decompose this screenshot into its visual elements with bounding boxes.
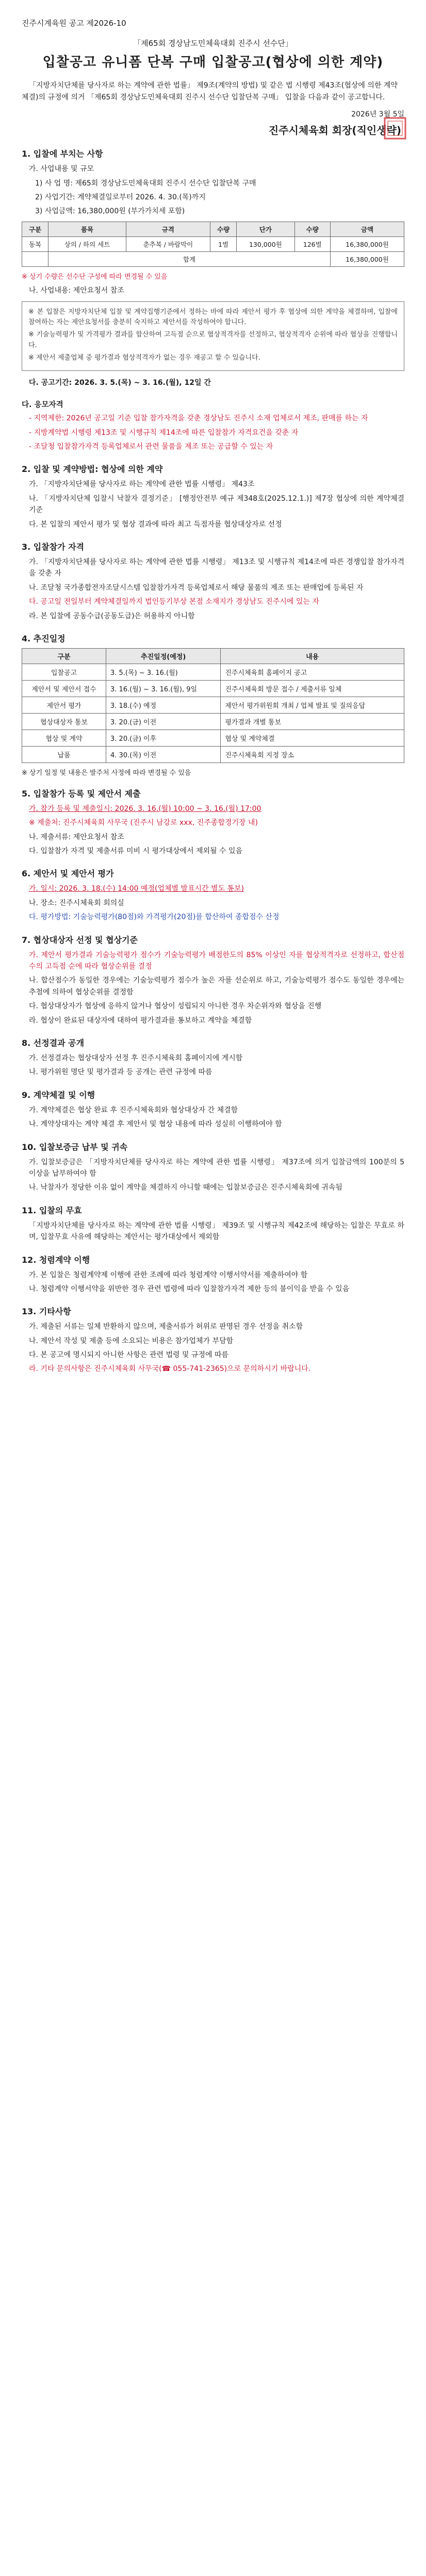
table-cell: 3. 5.(목) ~ 3. 16.(월) [106,664,221,680]
table-cell: 제안서 평가 [22,697,106,713]
table-cell: 동복 [22,236,48,251]
title-block [22,38,404,71]
budget-table [22,222,404,267]
table-cell: 제안서 평가위원회 개최 / 업체 발표 및 질의응답 [221,697,404,713]
section-title: 1. 입찰에 부치는 사항 [22,149,103,159]
section-item: 나. 합산점수가 동일한 경우에는 기술능력평가 점수가 높은 자를 선순위로 하고, 기술능력평가 점수도 동일한 경우에는 추첨에 의하여 협상순위를 결정함 [29,976,404,996]
section-title: 6. 제안서 및 제안서 평가 [22,869,114,879]
table-cell: 130,000원 [237,236,294,251]
table-cell: 3. 16.(월) ~ 3. 16.(월), 9일 [106,680,221,697]
notice-line: ※ 제안서 제출업체 중 평가결과 협상적격자가 없는 경우 재공고 할 수 있습니다. [28,353,260,362]
section-item: 가. 일시: 2026. 3. 18.(수) 14:00 예정(업체별 발표시간 별도 통보) [29,885,244,893]
section-13 [22,1305,404,1375]
table-cell: 진주시체육회 홈페이지 공고 [221,664,404,680]
intro-paragraph: 「지방자치단체를 당사자로 하는 계약에 관한 법률」 제9조(계약의 방법) 및 같은 법 시행령 제43조(협상에 의한 계약체결)의 규정에 의거 「제65회 경상남도민체육대회 진주시 선수단 입찰단복 구매」 입찰을 다음과 같이 공고합니다. [22,81,398,102]
table-cell: 126벌 [294,236,330,251]
section-item: 나. 계약상대자는 계약 체결 후 제안서 및 협상 내용에 따라 성실히 이행하여야 함 [29,1120,282,1129]
table-cell: 3. 20.(금) 이전 [106,713,221,730]
section-item: 다. 평가방법: 기술능력평가(80점)와 가격평가(20점)를 합산하여 종합점수 산정 [29,913,280,922]
table-header-cell: 금액 [330,222,404,236]
table-cell: 협상 및 계약체결 [221,730,404,746]
table-cell: 진주시체육회 방문 접수 / 제출서류 일체 [221,680,404,697]
section-item: 다. 협상대상자가 협상에 응하지 않거나 협상이 성립되지 아니한 경우 차순위자와 협상을 진행 [29,1002,322,1011]
table-header-cell: 규격 [126,222,210,236]
section-item: - 조달청 입찰참가자격 등록업체로서 관련 물품을 제조 또는 공급할 수 있는 자 [29,443,273,451]
table-header-row [22,222,404,236]
schedule-table [22,648,404,763]
section-title: 13. 기타사항 [22,1307,71,1317]
section-title: 10. 입찰보증금 납부 및 귀속 [22,1142,128,1152]
section-title: 9. 계약체결 및 이행 [22,1090,95,1100]
section-item: 나. 낙찰자가 정당한 이유 없이 계약을 체결하지 아니할 때에는 입찰보증금은 진주시체육회에 귀속됨 [29,1183,342,1192]
announcement-period: 다. 공고기간: 2026. 3. 5.(목) ~ 3. 16.(월), 12일 간 [29,378,211,387]
section-subtitle: 다. 응모자격 [22,401,63,410]
page-title: 입찰공고 유니폼 단복 구매 입찰공고(협상에 의한 계약) [42,55,384,70]
table-row [22,251,404,266]
section-9 [22,1089,404,1130]
section-6 [22,867,404,923]
section-item: 2) 사업기간: 계약체결일로부터 2026. 4. 30.(목)까지 [35,193,206,201]
section-title: 2. 입찰 및 계약방법: 협상에 의한 계약 [22,464,163,474]
table-cell: 합계 [48,251,331,266]
document-body [22,18,404,1378]
section-item: 다. 입찰참가 자격 및 제출서류 미비 시 평가대상에서 제외될 수 있음 [29,847,243,856]
table-cell: 16,380,000원 [330,236,404,251]
table-cell: 16,380,000원 [330,251,404,266]
table-note: ※ 상기 수량은 선수단 구성에 따라 변경될 수 있음 [22,273,168,281]
section-item: 다. 본 공고에 명시되지 아니한 사항은 관련 법령 및 규정에 따름 [29,1351,229,1360]
section-5 [22,787,404,857]
section-item: 가. 계약체결은 협상 완료 후 진주시체육회와 협상대상자 간 체결함 [29,1106,238,1114]
section-item: 다. 본 입찰의 제안서 평가 및 협상 결과에 따라 최고 득점자를 협상대상자로 선정 [29,520,282,529]
table-cell: 3. 18.(수) 예정 [106,697,221,713]
table-cell: 협상 및 계약 [22,730,106,746]
notice-box [22,301,404,371]
section-1 [22,147,404,388]
section-item: 나. 조달청 국가종합전자조달시스템 입찰참가자격 등록업체로서 해당 물품의 제조 또는 판매업에 등록된 자 [29,583,364,592]
section-title: 5. 입찰참가 등록 및 제안서 제출 [22,788,141,799]
table-header-cell: 수량 [210,222,237,236]
section-item: 가. 「지방자치단체를 당사자로 하는 계약에 관한 법률 시행령」 제43조 [29,480,255,489]
section-title: 4. 추진일정 [22,633,65,643]
date-block [22,109,404,137]
section-item: 가. 제안서 평가결과 기술능력평가 점수가 기술능력평가 배점한도의 85% 이상인 자를 협상적격자로 선정하고, 합산점수의 고득점 순에 따라 협상순위를 결정 [29,951,404,971]
table-cell: 진주시체육회 지정 장소 [221,746,404,762]
table-row [22,664,404,680]
table-note: ※ 상기 일정 및 내용은 발주처 사정에 따라 변경될 수 있음 [22,769,191,777]
table-cell: 4. 30.(목) 이전 [106,746,221,762]
title-sub: 「제65회 경상남도민체육대회 진주시 선수단」 [133,39,293,48]
section-item: 가. 사업내용 및 규모 [29,165,94,174]
table-row [22,697,404,713]
section-7 [22,934,404,1026]
table-cell: 3. 20.(금) 이후 [106,730,221,746]
section-item: 가. 입찰보증금은 「지방자치단체를 당사자로 하는 계약에 관한 법률 시행령」 제37조에 의거 입찰금액의 100분의 5 이상을 납부하여야 함 [29,1158,404,1178]
issuer [269,122,404,137]
table-cell: 납품 [22,746,106,762]
table-row [22,730,404,746]
table-cell: 평가결과 개별 통보 [221,713,404,730]
table-row [22,680,404,697]
section-title: 11. 입찰의 무효 [22,1205,82,1215]
notice-date: 2026년 3월 5일 [351,110,404,119]
section-item: 라. 본 입찰에 공동수급(공동도급)은 허용하지 아니함 [29,612,195,620]
section-item: 나. 청렴계약 이행서약을 위반한 경우 관련 법령에 따라 입찰참가자격 제한 등의 불이익을 받을 수 있음 [29,1284,350,1293]
section-eligibility [22,399,404,452]
section-item: 가. 「지방자치단체를 당사자로 하는 계약에 관한 법률 시행령」 제13조 및 시행규칙 제14조에 따른 경쟁입찰 참가자격을 갖춘 자 [29,557,404,578]
section-item: 나. 「지방자치단체 입찰시 낙찰자 결정기준」 [행정안전부 예규 제348호(2025.12.1.)] 제7장 협상에 의한 계약체결기준 [29,494,404,515]
table-cell: 제안서 및 제안서 접수 [22,680,106,697]
section-item: - 지역제한: 2026년 공고일 기준 입찰 참가자격을 갖춘 경상남도 진주시 소재 업체로서 제조, 판매를 하는 자 [29,414,368,423]
section-item: 나. 제안서 작성 및 제출 등에 소요되는 비용은 참가업체가 부담함 [29,1336,234,1345]
table-row [22,236,404,251]
section-item: ※ 제출처: 진주시체육회 사무국 (진주시 남강로 xxx, 진주종합경기장 내) [29,819,258,827]
section-8 [22,1037,404,1078]
section-item: 라. 협상이 완료된 대상자에 대하여 평가결과를 통보하고 계약을 체결함 [29,1016,252,1025]
section-title: 8. 선정결과 공개 [22,1038,85,1048]
section-item: 가. 참가 등록 및 제출일시: 2026. 3. 16.(월) 10:00 ~ 3. 16.(월) 17:00 [29,804,261,813]
section-12 [22,1253,404,1295]
section-title: 12. 청렴계약 이행 [22,1255,90,1265]
section-10 [22,1141,404,1194]
table-header-cell: 추진일정(예정) [106,648,221,664]
section-item: 나. 사업내용: 제안요청서 참조 [29,286,124,295]
section-item: 「지방자치단체를 당사자로 하는 계약에 관한 법률 시행령」 제39조 및 시행규칙 제42조에 해당하는 입찰은 무효로 하며, 입찰무효 사유에 해당하는 제안서는 평가대상에서 제외함 [29,1221,404,1242]
table-header-row [22,648,404,664]
table-cell: 1벌 [210,236,237,251]
table-cell: 입찰공고 [22,664,106,680]
section-item: 라. 기타 문의사항은 진주시체육회 사무국(☎ 055-741-2365)으로 문의하시기 바랍니다. [29,1365,311,1374]
table-cell: 상의 / 하의 세트 [48,236,126,251]
doc-number: 진주시계육원 공고 제2026-10 [22,19,126,28]
table-header-cell: 구분 [22,222,48,236]
table-row [22,746,404,762]
issuer-name: 진주시체육회 회장(직인생략) [268,124,401,137]
section-3 [22,540,404,622]
section-4 [22,632,404,777]
official-seal-icon [383,116,407,141]
section-item: 가. 선정결과는 협상대상자 선정 후 진주시체육회 홈페이지에 게시함 [29,1054,243,1062]
table-row [22,713,404,730]
table-cell: 춘추복 / 바람막이 [126,236,210,251]
table-cell: 협상대상자 통보 [22,713,106,730]
section-item: 3) 사업금액: 16,380,000원 (부가가치세 포함) [35,207,185,216]
section-item: 나. 제출서류: 제안요청서 참조 [29,833,124,841]
section-item: 1) 사 업 명: 제65회 경상남도민체육대회 진주시 선수단 입찰단복 구매 [35,179,256,188]
section-item: - 지방계약법 시행령 제13조 및 시행규칙 제14조에 따른 입찰참가 자격요건을 갖춘 자 [29,428,299,437]
table-cell [22,251,48,266]
table-header-cell: 단가 [237,222,294,236]
notice-line: ※ 본 입찰은 지방자치단체 입찰 및 계약집행기준에서 정하는 바에 따라 제안서 평가 후 협상에 의한 계약을 체결하며, 입찰에 참여하는 자는 제안요청서를 충분히 숙지하고 제안서를 작성하여야 합니다. [28,308,398,327]
table-header-cell: 내용 [221,648,404,664]
section-title: 7. 협상대상자 선정 및 협상기준 [22,935,138,945]
table-header-cell: 품목 [48,222,126,236]
table-header-cell: 수량 [294,222,330,236]
section-item: 가. 제출된 서류는 일체 반환하지 않으며, 제출서류가 허위로 판명된 경우 선정을 취소함 [29,1323,303,1331]
section-item: 나. 평가위원 명단 및 평가결과 등 공개는 관련 규정에 따름 [29,1068,212,1077]
section-item: 가. 본 입찰은 청렴계약제 이행에 관한 조례에 따라 청렴계약 이행서약서를 제출하여야 함 [29,1270,308,1279]
table-header-cell: 구분 [22,648,106,664]
section-item: 다. 공고일 전일부터 계약체결일까지 법인등기부상 본점 소재지가 경상남도 진주시에 있는 자 [29,598,319,606]
section-11 [22,1204,404,1243]
section-title: 3. 입찰참가 자격 [22,541,85,552]
section-item: 나. 장소: 진주시체육회 회의실 [29,899,124,907]
notice-line: ※ 기술능력평가 및 가격평가 결과를 합산하여 고득점 순으로 협상적격자를 선정하고, 협상적격자 순위에 따라 협상을 진행합니다. [28,331,398,349]
section-2 [22,463,404,530]
